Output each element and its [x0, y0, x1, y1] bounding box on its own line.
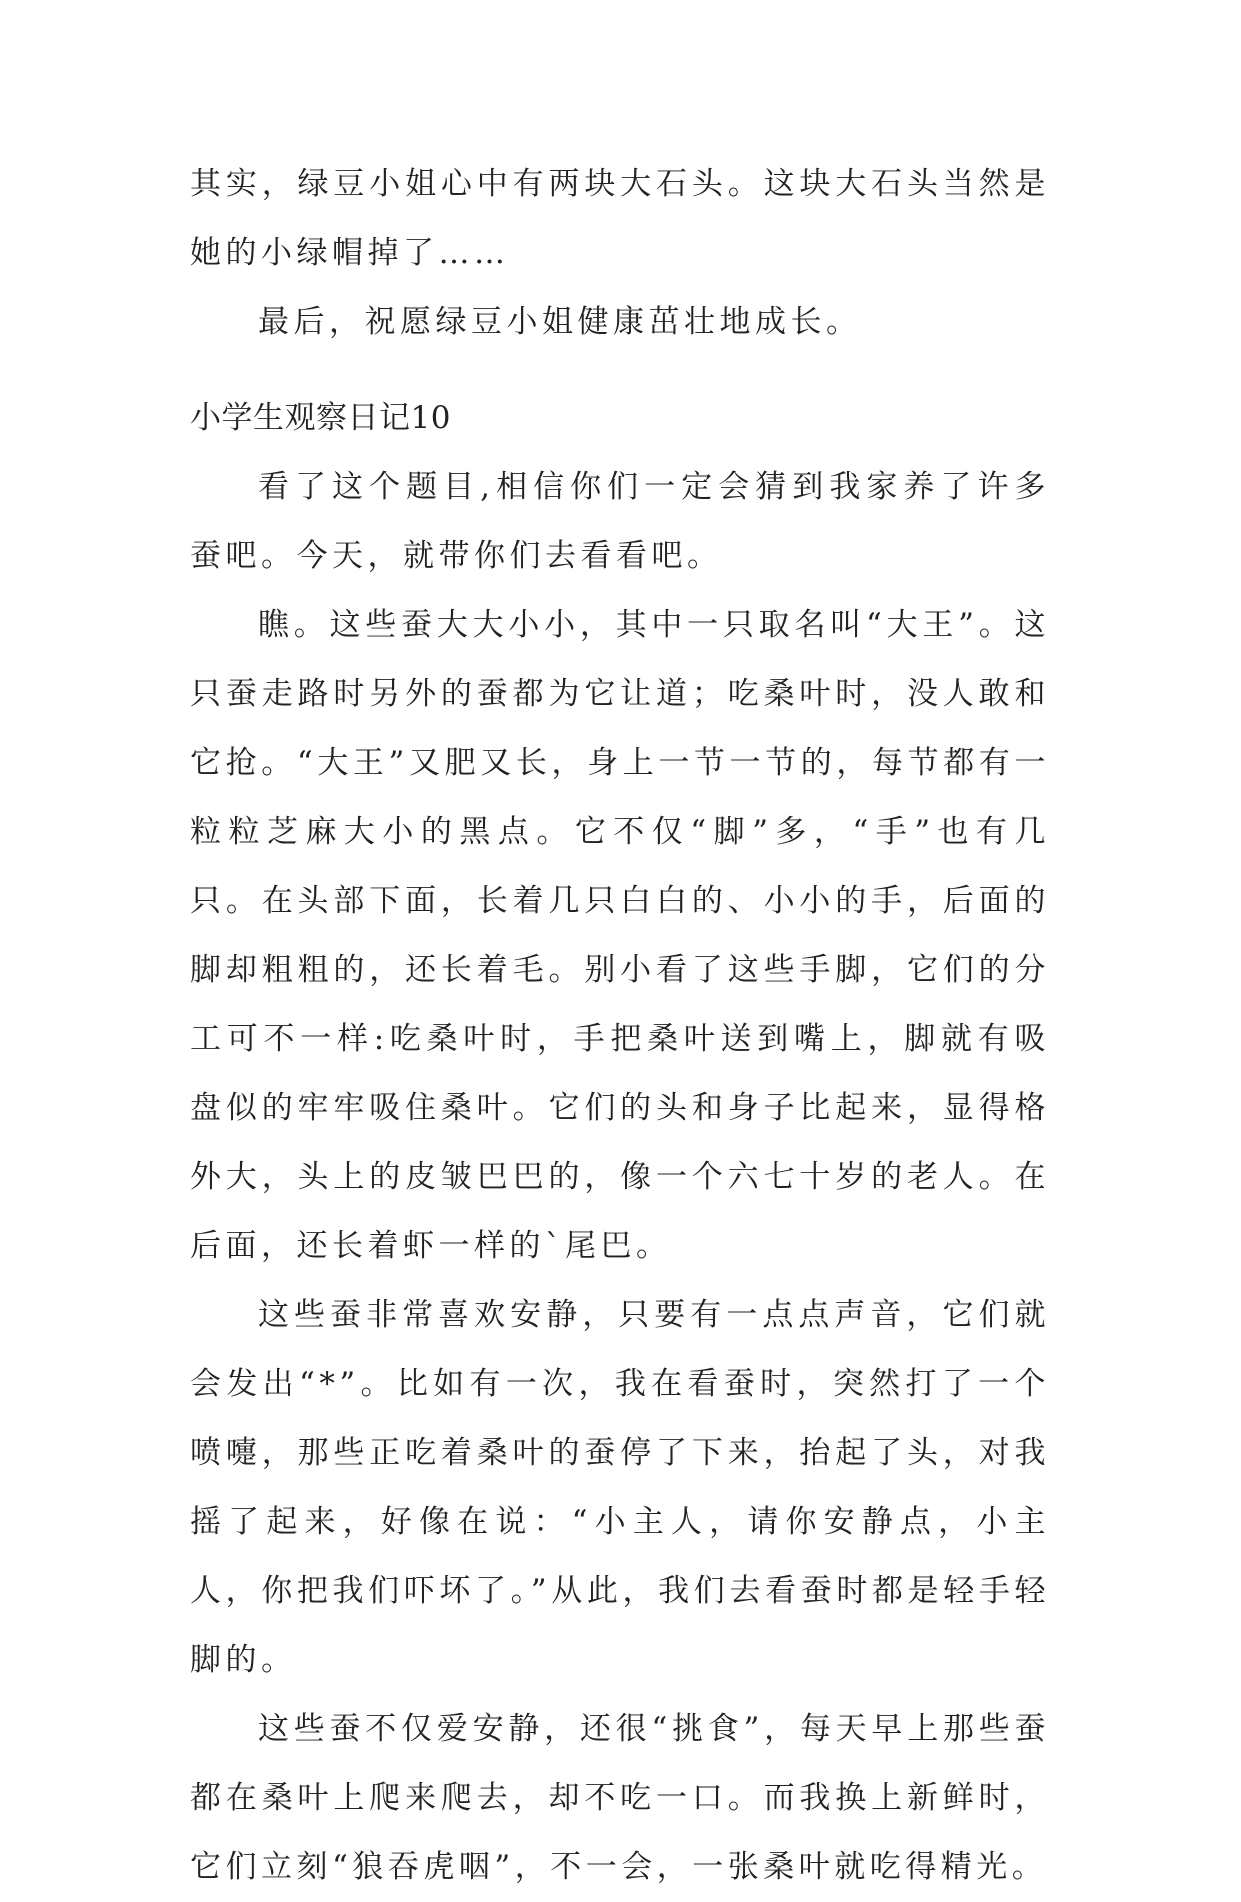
- paragraph: 最后，祝愿绿豆小姐健康茁壮地成长。: [258, 304, 862, 340]
- article-section: [190, 384, 1050, 1902]
- paragraph: 这些蚕不仅爱安静，还很“挑食”，每天早上那些蚕都在桑叶上爬来爬去，却不吃一口。而我换上新鲜时，它们立刻“狼吞虎咽”，不一会，一张桑叶就吃得精光。: [190, 1711, 1050, 1885]
- paragraph: 瞧。这些蚕大大小小，其中一只取名叫“大王”。这只蚕走路时另外的蚕都为它让道；吃桑叶时，没人敢和它抢。“大王”又肥又长，身上一节一节的，每节都有一粒粒芝麻大小的黑点。它不仅“脚”多，“手”也有几只。在头部下面，长着几只白白的、小小的手，后面的脚却粗粗的，还长着毛。别小看了这些手脚，它们的分工可不一样:吃桑叶时，手把桑叶送到嘴上，脚就有吸盘似的牢牢吸住桑叶。它们的头和身子比起来，显得格外大，头上的皮皱巴巴的，像一个六七十岁的老人。在后面，还长着虾一样的`尾巴。: [190, 607, 1050, 1264]
- paragraph: 这些蚕非常喜欢安静，只要有一点点声音，它们就会发出“*”。比如有一次，我在看蚕时，突然打了一个喷嚏，那些正吃着桑叶的蚕停了下来，抬起了头，对我摇了起来，好像在说：“小主人，请你安静点，小主人，你把我们吓坏了。”从此，我们去看蚕时都是轻手轻脚的。: [190, 1297, 1050, 1678]
- paragraph: 看了这个题目,相信你们一定会猜到我家养了许多蚕吧。今天，就带你们去看看吧。: [190, 469, 1050, 574]
- paragraph: 其实，绿豆小姐心中有两块大石头。这块大石头当然是她的小绿帽掉了……: [190, 166, 1050, 271]
- previous-article-section: [190, 150, 1050, 357]
- article-title: 小学生观察日记10: [190, 400, 451, 436]
